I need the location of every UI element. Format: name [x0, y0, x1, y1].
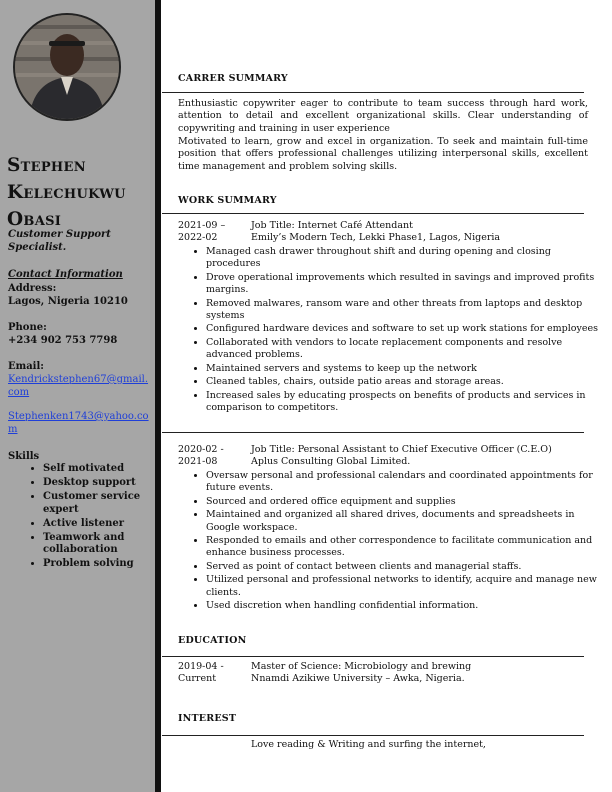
section-rule [162, 432, 584, 433]
address-value: Lagos, Nigeria 10210 [8, 296, 128, 307]
skill-item: • Desktop support [43, 477, 155, 490]
sidebar [0, 0, 155, 792]
interest-heading: INTEREST [178, 713, 237, 724]
summary-paragraph: Motivated to learn, grow and excel in organization. To seek and maintain full-time position that offers professional challenges utilizing interpersonal skills, excellent time management and problem solving skills. [178, 136, 588, 172]
job-bullet: • Used discretion when handling confidential information. [206, 600, 604, 612]
phone-value: +234 902 753 7798 [8, 335, 118, 346]
job-bullet: • Served as point of contact between clients and managerial staffs. [206, 561, 604, 573]
summary-heading: CARRER SUMMARY [178, 73, 288, 84]
skills-label: Skills [8, 451, 40, 462]
job-bullet: • Utilized personal and professional networks to identify, acquire and manage new clients. [206, 574, 604, 599]
work-heading: WORK SUMMARY [178, 195, 277, 206]
job-title: Job Title: Internet Café Attendant [251, 220, 413, 231]
skill-item: • Teamwork and collaboration [43, 532, 155, 557]
main-content [162, 0, 612, 792]
section-rule [162, 213, 584, 214]
job-title: Job Title: Personal Assistant to Chief Executive Officer (C.E.O) [251, 444, 552, 455]
job-bullet: • Managed cash drawer throughout shift and during opening and closing procedures [206, 246, 604, 271]
date-start: 2021-09 – [178, 220, 226, 231]
skill-item: • Active listener [43, 518, 155, 531]
date-start: 2019-04 - [178, 661, 224, 672]
job-bullet: • Configured hardware devices and software to set up work stations for employees [206, 323, 604, 335]
job-bullet: • Responded to emails and other correspondence to facilitate communication and enhance business processes. [206, 535, 604, 560]
interest-text: Love reading & Writing and surfing the internet, [251, 739, 486, 750]
job-dates [178, 220, 248, 245]
education-school: Nnamdi Azikiwe University – Awka, Nigeria. [251, 673, 465, 685]
contact-heading: Contact Information [8, 269, 123, 280]
job-dates [178, 444, 248, 469]
job-bullet: • Sourced and ordered office equipment and supplies [206, 496, 604, 508]
date-end: Current [178, 673, 217, 685]
education-degree: Master of Science: Microbiology and brewing [251, 661, 472, 672]
job-bullet: • Increased sales by educating prospects on benefits of products and services in comparison to competitors. [206, 390, 604, 415]
date-end: 2021-08 [178, 456, 218, 468]
email-link-yahoo[interactable]: Stephenken1743@yahoo.com [8, 411, 149, 435]
address-label: Address: [8, 283, 57, 294]
summary-paragraph: Enthusiastic copywriter eager to contribute to team success through hard work, attention to detail and excellent organizational skills. Clear understanding of copywriting and training in user experience [178, 98, 588, 134]
section-rule [162, 656, 584, 657]
education-details [251, 661, 591, 686]
section-rule [162, 735, 584, 736]
name-line: Kelechukwu [7, 182, 126, 203]
role-title: Customer Support Specialist. [8, 229, 111, 253]
name-line: Stephen [7, 155, 86, 176]
phone-label: Phone: [8, 322, 47, 333]
job-header [251, 444, 591, 469]
job-bullet: • Maintained servers and systems to keep up the network [206, 363, 604, 375]
email-label: Email: [8, 361, 44, 372]
name-line: Obasi [7, 209, 62, 230]
profile-photo [13, 13, 121, 121]
sidebar-divider [155, 0, 161, 792]
skills-list [22, 463, 155, 572]
job-bullets [190, 246, 604, 415]
skill-item: • Self motivated [43, 463, 155, 476]
email-link-gmail[interactable]: Kendrickstephen67@gmail.com [8, 374, 149, 398]
job-bullet: • Oversaw personal and professional calendars and coordinated appointments for future events. [206, 470, 604, 495]
education-dates [178, 661, 248, 686]
candidate-name [7, 152, 153, 233]
section-rule [162, 92, 584, 93]
job-bullet: • Cleaned tables, chairs, outside patio areas and storage areas. [206, 376, 604, 388]
date-end: 2022-02 [178, 232, 218, 244]
job-bullet: • Removed malwares, ransom ware and other threats from laptops and desktop systems [206, 298, 604, 323]
education-heading: EDUCATION [178, 635, 247, 646]
job-company: Aplus Consulting Global Limited. [251, 456, 411, 468]
profile-photo-art [15, 15, 119, 119]
job-bullet: • Collaborated with vendors to locate replacement components and resolve advanced problems. [206, 337, 604, 362]
job-company: Emily’s Modern Tech, Lekki Phase1, Lagos, Nigeria [251, 232, 501, 244]
job-bullet: • Drove operational improvements which resulted in savings and improved profits margins. [206, 272, 604, 297]
job-header [251, 220, 591, 245]
job-bullets [190, 470, 604, 614]
date-start: 2020-02 - [178, 444, 224, 455]
skill-item: • Customer service expert [43, 491, 155, 516]
skill-item: • Problem solving [43, 558, 155, 571]
job-bullet: • Maintained and organized all shared drives, documents and spreadsheets in Google workspace. [206, 509, 604, 534]
